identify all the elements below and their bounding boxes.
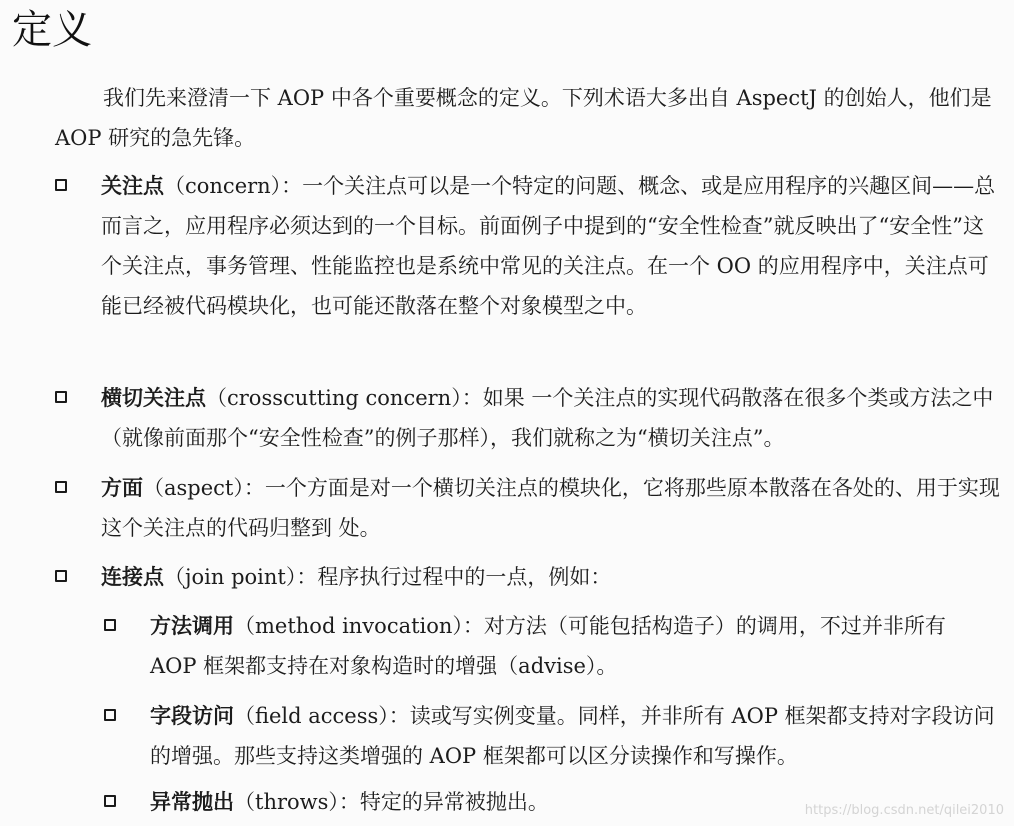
- term-label: 方法调用: [150, 614, 234, 638]
- list-item-concern: [55, 166, 1000, 326]
- term-label: 横切关注点: [101, 386, 206, 410]
- term-label: 方面: [101, 476, 143, 500]
- term-label: 字段访问: [150, 704, 234, 728]
- term-description: （method invocation）：对方法（可能包括构造子）的调用，不过并非所有 AOP 框架都支持在对象构造时的增强（advise）。: [150, 614, 946, 678]
- list-item-body: [101, 557, 1000, 597]
- checkbox-bullet-icon: [104, 709, 116, 721]
- term-description: （throws）：特定的异常被抛出。: [234, 790, 549, 814]
- list-item-body: [150, 606, 999, 686]
- term-description: （crosscutting concern）：如果 一个关注点的实现代码散落在很多个类或方法之中（就像前面那个“安全性检查”的例子那样），我们就称之为“横切关注点”。: [101, 386, 994, 450]
- list-item-body: [101, 378, 1000, 458]
- watermark-url: https://blog.csdn.net/qilei2010: [804, 803, 1004, 818]
- sublist-item-method-invocation: [104, 606, 999, 686]
- list-item-aspect: [55, 468, 1000, 548]
- intro-text: 我们先来澄清一下 AOP 中各个重要概念的定义。下列术语大多出自 AspectJ 的创始人，他们是 AOP 研究的急先锋。: [55, 86, 992, 150]
- term-label: 异常抛出: [150, 790, 234, 814]
- intro-paragraph: [55, 78, 1000, 158]
- list-item-body: [101, 166, 1000, 326]
- checkbox-bullet-icon: [55, 481, 67, 493]
- checkbox-bullet-icon: [55, 391, 67, 403]
- term-description: （concern）：一个关注点可以是一个特定的问题、概念、或是应用程序的兴趣区间——总而言之，应用程序必须达到的一个目标。前面例子中提到的“安全性检查”就反映出了“安全性”这个关注点，事务管理、性能监控也是系统中常见的关注点。在一个 OO 的应用程序中，关注点可能已经被代码模块化，也可能还散落在整个对象模型之中。: [101, 174, 996, 318]
- page-title: 定义: [12, 7, 92, 53]
- checkbox-bullet-icon: [104, 795, 116, 807]
- term-description: （field access）：读或写实例变量。同样，并非所有 AOP 框架都支持对字段访问的增强。那些支持这类增强的 AOP 框架都可以区分读操作和写操作。: [150, 704, 995, 768]
- term-description: （aspect）：一个方面是对一个横切关注点的模块化，它将那些原本散落在各处的、用于实现这个关注点的代码归整到 处。: [101, 476, 1000, 540]
- term-description: （join point）：程序执行过程中的一点，例如：: [164, 565, 612, 589]
- checkbox-bullet-icon: [55, 179, 67, 191]
- list-item-body: [150, 696, 999, 776]
- term-label: 关注点: [101, 174, 164, 198]
- list-item-crosscutting-concern: [55, 378, 1000, 458]
- list-item-body: [101, 468, 1000, 548]
- term-label: 连接点: [101, 565, 164, 589]
- checkbox-bullet-icon: [104, 619, 116, 631]
- list-item-join-point: [55, 557, 1000, 597]
- sublist-item-field-access: [104, 696, 999, 776]
- checkbox-bullet-icon: [55, 570, 67, 582]
